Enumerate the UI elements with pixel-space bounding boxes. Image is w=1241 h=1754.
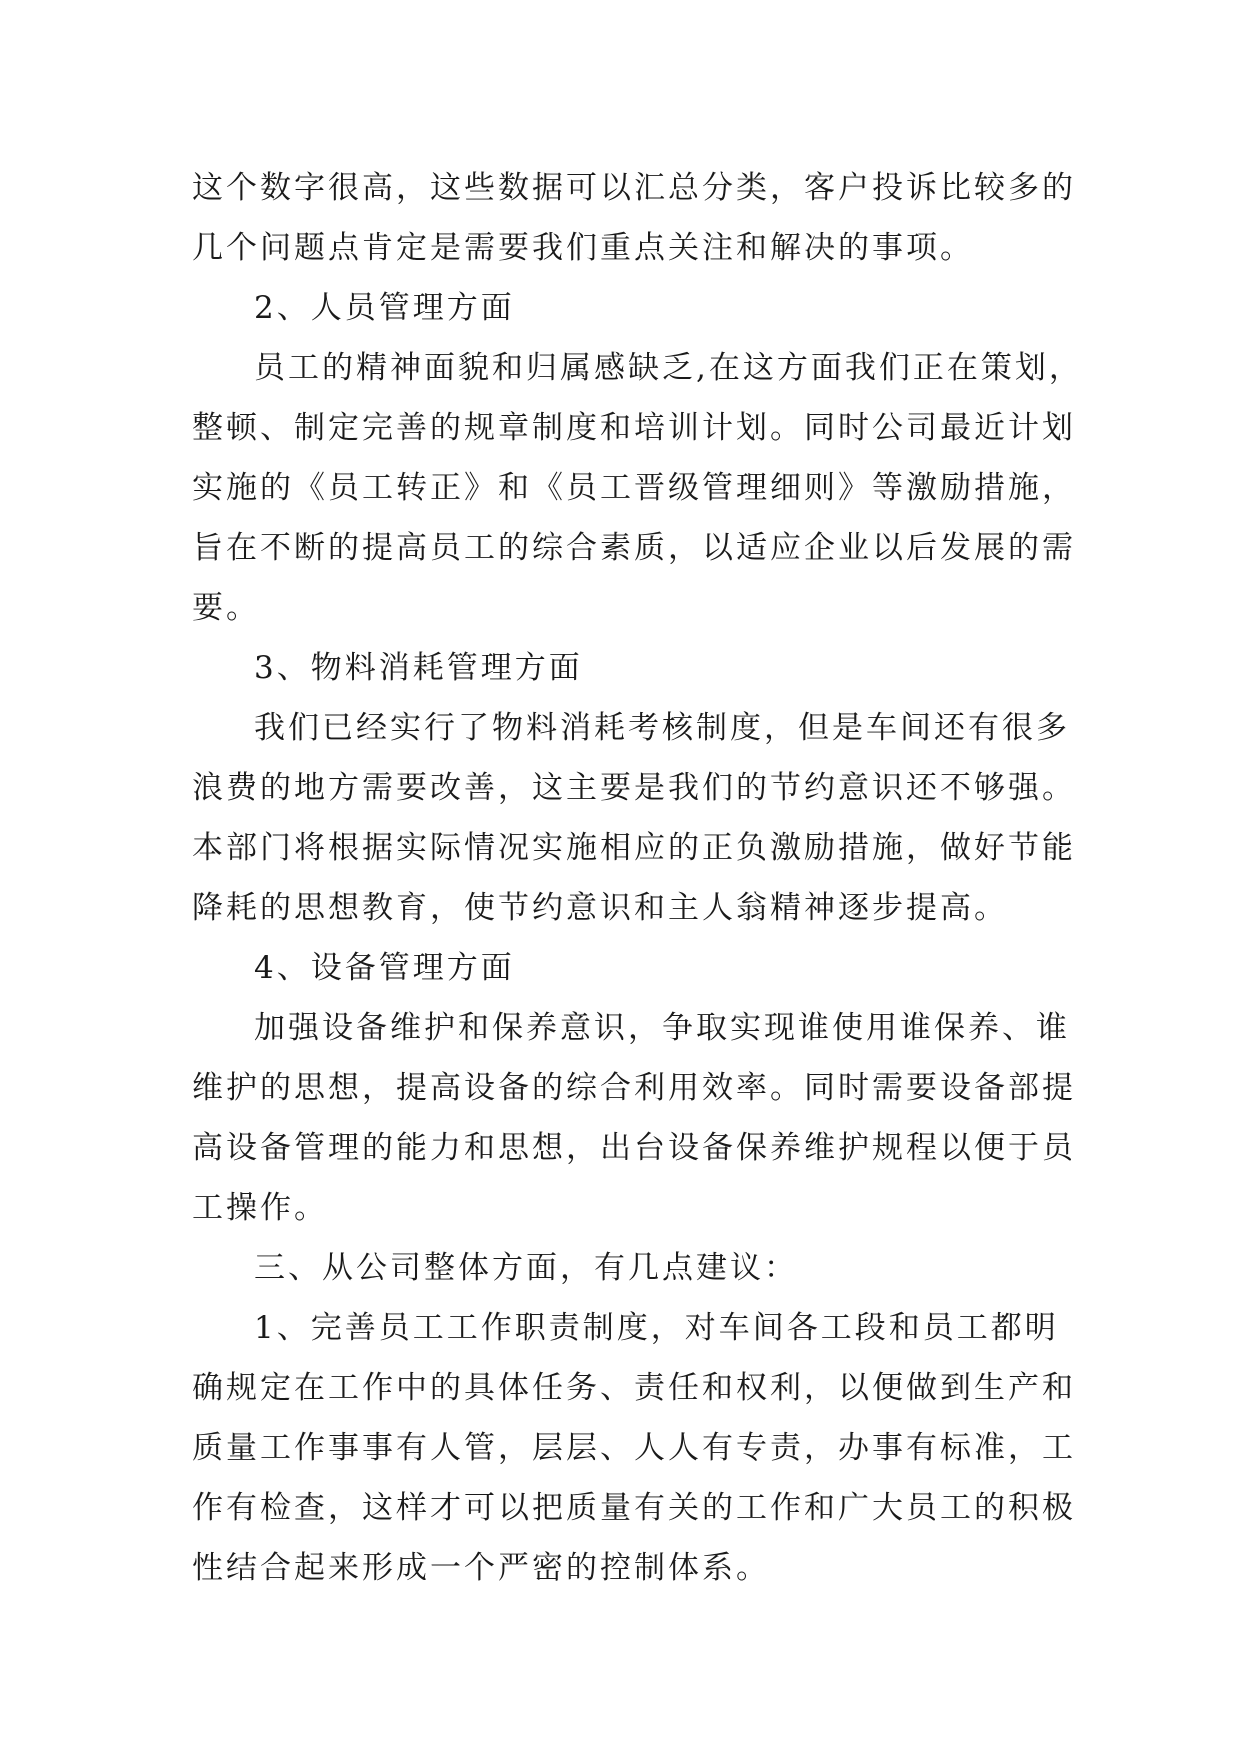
document-line: 员工的精神面貌和归属感缺乏,在这方面我们正在策划，	[254, 350, 1083, 386]
document-line: 整顿、制定完善的规章制度和培训计划。同时公司最近计划	[192, 410, 1076, 446]
document-line: 1、完善员工工作职责制度，对车间各工段和员工都明	[254, 1310, 1059, 1346]
document-line: 2、人员管理方面	[254, 290, 515, 326]
document-line: 这个数字很高，这些数据可以汇总分类，客户投诉比较多的	[192, 170, 1076, 206]
document-line: 加强设备维护和保养意识，争取实现谁使用谁保养、谁	[254, 1010, 1070, 1046]
document-line: 性结合起来形成一个严密的控制体系。	[192, 1550, 770, 1586]
document-line: 高设备管理的能力和思想，出台设备保养维护规程以便于员	[192, 1130, 1076, 1166]
document-line: 要。	[192, 590, 260, 626]
document-line: 几个问题点肯定是需要我们重点关注和解决的事项。	[192, 230, 974, 266]
document-line: 浪费的地方需要改善，这主要是我们的节约意识还不够强。	[192, 770, 1076, 806]
document-body	[192, 158, 1083, 1598]
document-line: 3、物料消耗管理方面	[254, 650, 583, 686]
document-line: 三、从公司整体方面，有几点建议：	[254, 1250, 798, 1286]
document-line: 我们已经实行了物料消耗考核制度，但是车间还有很多	[254, 710, 1070, 746]
document-line: 工操作。	[192, 1190, 328, 1226]
document-line: 旨在不断的提高员工的综合素质，以适应企业以后发展的需	[192, 530, 1076, 566]
document-line: 4、设备管理方面	[254, 950, 515, 986]
document-line: 实施的《员工转正》和《员工晋级管理细则》等激励措施，	[192, 470, 1076, 506]
document-line: 本部门将根据实际情况实施相应的正负激励措施，做好节能	[192, 830, 1076, 866]
document-line: 确规定在工作中的具体任务、责任和权利，以便做到生产和	[192, 1370, 1076, 1406]
document-line: 维护的思想，提高设备的综合利用效率。同时需要设备部提	[192, 1070, 1076, 1106]
document-line: 质量工作事事有人管，层层、人人有专责，办事有标准，工	[192, 1430, 1076, 1466]
document-line: 作有检查，这样才可以把质量有关的工作和广大员工的积极	[192, 1490, 1076, 1526]
document-line: 降耗的思想教育，使节约意识和主人翁精神逐步提高。	[192, 890, 1008, 926]
